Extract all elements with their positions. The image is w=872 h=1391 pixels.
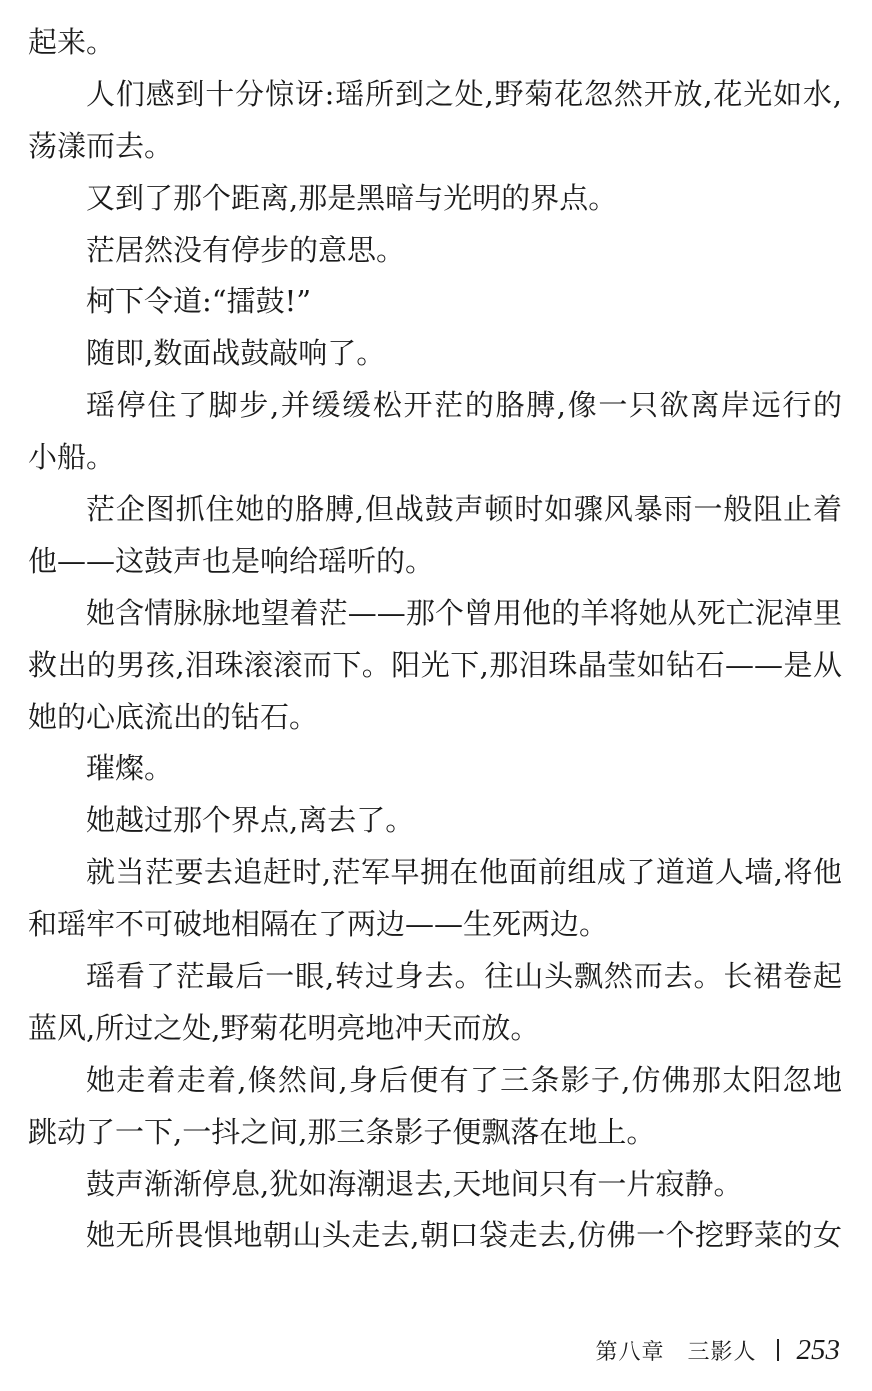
- text-line: 又到了那个距离,那是黑暗与光明的界点。: [86, 180, 618, 215]
- page-body: [28, 17, 842, 1262]
- text-line: 起来。: [28, 25, 116, 59]
- text-line: 柯下令道:“擂鼓!”: [86, 284, 312, 319]
- page-number: 253: [796, 1333, 840, 1366]
- running-footer: [595, 1330, 840, 1370]
- text-line: 就当茫要去追赶时,茫军早拥在他面前组成了道道人墙,将他: [86, 855, 842, 890]
- text-line: 她越过那个界点,离去了。: [86, 803, 415, 838]
- text-line: 她的心底流出的钻石。: [28, 699, 319, 734]
- text-line: 鼓声渐渐停息,犹如海潮退去,天地间只有一片寂静。: [86, 1166, 743, 1201]
- text-line: 他——这鼓声也是响给瑶听的。: [28, 543, 435, 578]
- text-line: 随即,数面战鼓敲响了。: [86, 336, 386, 371]
- text-line: 她无所畏惧地朝山头走去,朝口袋走去,仿佛一个挖野菜的女: [86, 1218, 842, 1253]
- text-line: 蓝风,所过之处,野菊花明亮地冲天而放。: [28, 1010, 540, 1045]
- footer-divider: [777, 1339, 779, 1361]
- text-line: 跳动了一下,一抖之间,那三条影子便飘落在地上。: [28, 1114, 656, 1149]
- text-line: 救出的男孩,泪珠滚滚而下。阳光下,那泪珠晶莹如钻石——是从: [28, 647, 842, 682]
- text-line: 人们感到十分惊讶:瑶所到之处,野菊花忽然开放,花光如水,: [86, 76, 842, 111]
- text-line: 瑶看了茫最后一眼,转过身去。往山头飘然而去。长裙卷起: [86, 959, 842, 994]
- text-line: 茫企图抓住她的胳膊,但战鼓声顿时如骤风暴雨一般阻止着: [86, 492, 842, 527]
- text-line: 她走着走着,倏然间,身后便有了三条影子,仿佛那太阳忽地: [86, 1062, 842, 1097]
- text-line: 小船。: [28, 440, 116, 475]
- chapter-title: 第八章 三影人: [595, 1339, 757, 1365]
- text-line: 她含情脉脉地望着茫——那个曾用他的羊将她从死亡泥淖里: [86, 595, 842, 630]
- text-line: 璀燦。: [86, 751, 174, 786]
- text-line: 瑶停住了脚步,并缓缓松开茫的胳膊,像一只欲离岸远行的: [86, 388, 842, 423]
- text-line: 和瑶牢不可破地相隔在了两边——生死两边。: [28, 907, 609, 942]
- text-line: 荡漾而去。: [28, 128, 174, 163]
- text-line: 茫居然没有停步的意思。: [86, 232, 406, 267]
